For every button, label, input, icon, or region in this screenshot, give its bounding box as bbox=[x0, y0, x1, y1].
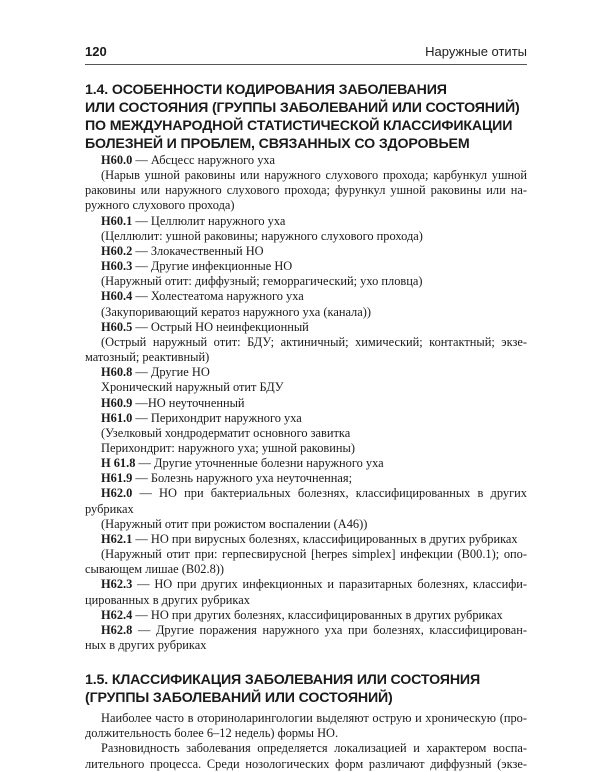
icd-code-entry bbox=[85, 365, 527, 380]
icd-code-entry bbox=[85, 214, 527, 229]
line-text: Хронический наружный отит БДУ bbox=[101, 380, 284, 395]
icd-code-entry bbox=[85, 532, 527, 547]
icd-code: Н60.5 bbox=[101, 319, 133, 334]
page bbox=[85, 44, 527, 772]
icd-code: Н62.8 bbox=[101, 622, 133, 637]
line-text: Перихондрит: наружного уха; ушной раковины) bbox=[101, 440, 355, 455]
line-text: — Злокачественный НО bbox=[132, 243, 264, 258]
icd-code-entry bbox=[85, 608, 527, 623]
icd-code: Н62.0 bbox=[101, 486, 133, 501]
text-line bbox=[85, 593, 527, 608]
text-line bbox=[85, 741, 527, 756]
icd-code: Н62.4 bbox=[101, 607, 133, 622]
text-line bbox=[85, 168, 527, 183]
text-line bbox=[85, 502, 527, 517]
text-line bbox=[85, 426, 527, 441]
heading-line: 1.4. ОСОБЕННОСТИ КОДИРОВАНИЯ ЗАБОЛЕВАНИЯ bbox=[85, 82, 447, 98]
icd-code-entry bbox=[85, 456, 527, 471]
line-text: — Другие поражения наружного уха при болезнях, классифицирован- bbox=[132, 622, 527, 637]
line-text: — НО при других болезнях, классифицированных в других рубриках bbox=[132, 607, 503, 622]
text-line bbox=[85, 441, 527, 456]
icd-code: Н60.8 bbox=[101, 365, 133, 380]
icd-code-entry bbox=[85, 153, 527, 168]
line-text: — Холестеатома наружного уха bbox=[132, 289, 304, 304]
text-line bbox=[85, 517, 527, 532]
line-text: лительного процесса. Среди нозологических форм различают диффузный (экзе- bbox=[85, 756, 527, 771]
icd-code-entry bbox=[85, 244, 527, 259]
line-text: рубриках bbox=[85, 501, 134, 516]
icd-code: Н62.3 bbox=[101, 577, 133, 592]
text-line bbox=[85, 305, 527, 320]
line-text: (Наружный отит: диффузный; геморрагический; ухо пловца) bbox=[101, 274, 423, 289]
text-line bbox=[85, 335, 527, 350]
icd-code: Н61.0 bbox=[101, 410, 133, 425]
text-line bbox=[85, 198, 527, 213]
line-text: (Целлюлит: ушной раковины; наружного слухового прохода) bbox=[101, 228, 423, 243]
section-1-5-heading bbox=[85, 671, 527, 707]
line-text: ных в других рубриках bbox=[85, 638, 207, 652]
icd-code: Н60.2 bbox=[101, 243, 133, 258]
line-text: — Болезнь наружного уха неуточненная; bbox=[132, 471, 353, 486]
line-text: Наиболее часто в оториноларингологии выделяют острую и хроническую (про- bbox=[101, 711, 527, 726]
line-text: ружного слухового прохода) bbox=[85, 198, 235, 213]
line-text: — Перихондрит наружного уха bbox=[132, 410, 302, 425]
text-line bbox=[85, 562, 527, 577]
running-title: Наружные отиты bbox=[425, 44, 527, 59]
page-number: 120 bbox=[85, 44, 107, 59]
line-text: — Другие НО bbox=[132, 365, 210, 380]
heading-line: (ГРУППЫ ЗАБОЛЕВАНИЙ ИЛИ СОСТОЯНИЙ) bbox=[85, 690, 393, 707]
line-text: (Острый наружный отит: БДУ; актиничный; химический; контактный; экзе- bbox=[101, 334, 527, 349]
line-text: цированных в других рубриках bbox=[85, 592, 250, 607]
line-text: (Закупоривающий кератоз наружного уха (канала)) bbox=[101, 304, 371, 319]
line-text: должительность более 6–12 недель) формы НО. bbox=[85, 726, 339, 741]
line-text: —НО неуточненный bbox=[132, 395, 245, 410]
section-1-4-heading bbox=[85, 81, 527, 153]
classification-text bbox=[85, 711, 527, 772]
icd-code-entry bbox=[85, 289, 527, 304]
text-line bbox=[85, 547, 527, 562]
icd-code: Н61.9 bbox=[101, 471, 133, 486]
text-line bbox=[85, 711, 527, 726]
heading-line: ИЛИ СОСТОЯНИЯ (ГРУППЫ ЗАБОЛЕВАНИЙ ИЛИ СОСТОЯНИЙ) bbox=[85, 100, 520, 116]
line-text: матозный; реактивный) bbox=[85, 350, 210, 365]
line-text: Разновидность заболевания определяется локализацией и характером воспа- bbox=[101, 741, 527, 756]
icd-code: Н60.0 bbox=[101, 153, 133, 167]
line-text: (Наружный отит при рожистом воспалении (А46)) bbox=[101, 516, 368, 531]
page-header bbox=[85, 44, 527, 61]
heading-line: БОЛЕЗНЕЙ И ПРОБЛЕМ, СВЯЗАННЫХ СО ЗДОРОВЬЕМ bbox=[85, 136, 470, 152]
text-line bbox=[85, 183, 527, 198]
line-text: — НО при бактериальных болезнях, классифицированных в других bbox=[132, 486, 527, 501]
text-line bbox=[85, 229, 527, 244]
icd-code: Н 61.8 bbox=[101, 456, 136, 471]
text-line bbox=[85, 274, 527, 289]
icd-code: Н60.4 bbox=[101, 289, 133, 304]
icd-code-entry bbox=[85, 259, 527, 274]
icd-code: Н60.3 bbox=[101, 259, 133, 274]
line-text: — НО при других инфекционных и паразитарных болезнях, классифи- bbox=[132, 577, 527, 592]
header-rule bbox=[85, 64, 527, 65]
line-text: сывающем лишае (В02.8)) bbox=[85, 562, 225, 577]
icd-code-entry bbox=[85, 486, 527, 501]
line-text: (Нарыв ушной раковины или наружного слухового прохода; карбункул ушной bbox=[101, 168, 527, 183]
icd-code-entry bbox=[85, 577, 527, 592]
line-text: — Острый НО неинфекционный bbox=[132, 319, 309, 334]
line-text: (Наружный отит при: герпесвирусной [herpes simplex] инфекции (В00.1); опо- bbox=[101, 547, 527, 562]
line-text: — Абсцесс наружного уха bbox=[132, 153, 275, 167]
text-line bbox=[85, 380, 527, 395]
icd-code-entry bbox=[85, 396, 527, 411]
line-text: (Узелковый хондродерматит основного завитка bbox=[101, 425, 351, 440]
line-text: — Другие уточненные болезни наружного уха bbox=[135, 456, 384, 471]
icd-code-entry bbox=[85, 623, 527, 638]
heading-line: 1.5. КЛАССИФИКАЦИЯ ЗАБОЛЕВАНИЯ ИЛИ СОСТОЯНИЯ bbox=[85, 672, 481, 689]
line-text: — Целлюлит наружного уха bbox=[132, 213, 286, 228]
icd-code-entry bbox=[85, 320, 527, 335]
line-text: — Другие инфекционные НО bbox=[132, 259, 293, 274]
icd-code-entry bbox=[85, 411, 527, 426]
text-line bbox=[85, 638, 527, 653]
icd-code: Н62.1 bbox=[101, 531, 133, 546]
icd-code-entry bbox=[85, 471, 527, 486]
text-line bbox=[85, 757, 527, 772]
icd-code-list bbox=[85, 153, 527, 653]
line-text: раковины или наружного слухового прохода; фурункул ушной раковины или на- bbox=[85, 183, 527, 198]
icd-code: Н60.9 bbox=[101, 395, 133, 410]
text-line bbox=[85, 350, 527, 365]
icd-code: Н60.1 bbox=[101, 213, 133, 228]
text-line bbox=[85, 726, 527, 741]
line-text: — НО при вирусных болезнях, классифицированных в других рубриках bbox=[132, 531, 518, 546]
heading-line: ПО МЕЖДУНАРОДНОЙ СТАТИСТИЧЕСКОЙ КЛАССИФИКАЦИИ bbox=[85, 118, 513, 134]
